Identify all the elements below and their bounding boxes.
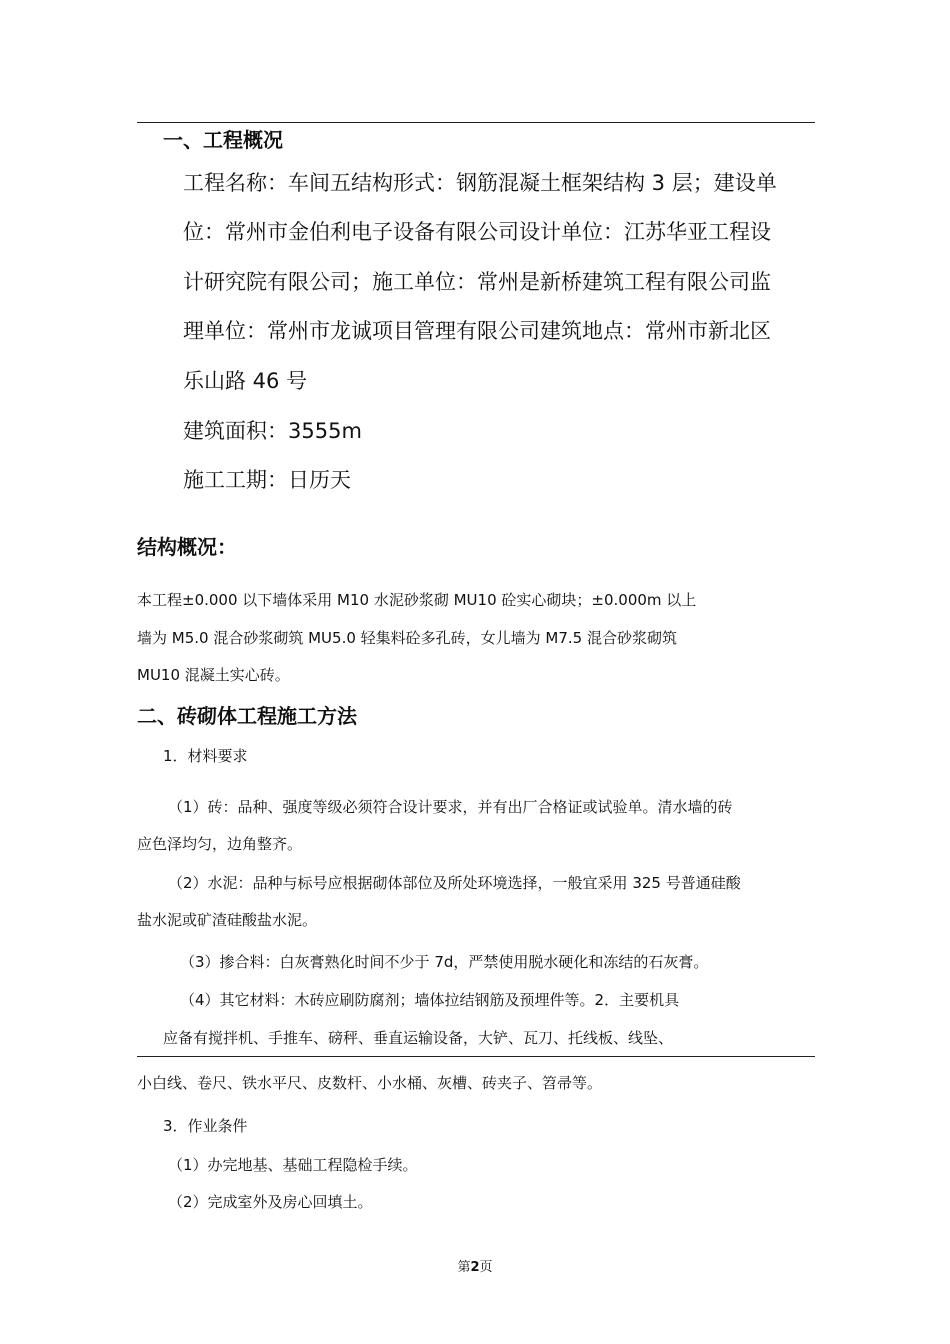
page-break-rule (137, 1056, 815, 1057)
overview-line-3: 计研究院有限公司；施工单位：常州是新桥建筑工程有限公司监 (183, 270, 771, 294)
tools-line-1: 应备有搅拌机、手推车、磅秤、垂直运输设备，大铲、瓦刀、托线板、线坠、 (163, 1029, 674, 1047)
page-suffix: 页 (479, 1260, 493, 1275)
cement-line-1: （2）水泥：品种与标号应根据砌体部位及所处环境选择，一般宜采用 325 号普通硅酸 (168, 874, 741, 892)
materials-title: 1．材料要求 (163, 747, 248, 765)
conditions-title: 3．作业条件 (163, 1117, 248, 1135)
structure-heading: 结构概况： (137, 535, 237, 559)
brick-line-2: 应色泽均匀，边角整齐。 (137, 835, 303, 853)
overview-line-5: 乐山路 46 号 (183, 369, 308, 393)
overview-line-4: 理单位：常州市龙诚项目管理有限公司建筑地点：常州市新北区 (183, 319, 771, 343)
header-rule (137, 122, 815, 123)
section-heading-masonry: 二、砖砌体工程施工方法 (137, 704, 357, 728)
admixture-line: （3）掺合料：白灰膏熟化时间不少于 7d，严禁使用脱水硬化和冻结的石灰膏。 (180, 953, 709, 971)
building-area: 建筑面积：3555m (183, 419, 362, 443)
other-materials-line: （4）其它材料：木砖应刷防腐剂；墙体拉结钢筋及预埋件等。2．主要机具 (180, 991, 680, 1009)
page-prefix: 第 (457, 1260, 471, 1275)
section-heading-overview: 一、工程概况 (163, 128, 283, 152)
construction-period: 施工工期：日历天 (183, 468, 351, 492)
structure-line-1: 本工程±0.000 以下墙体采用 M10 水泥砂浆砌 MU10 砼实心砌块；±0.000m 以上 (137, 591, 697, 609)
structure-line-3: MU10 混凝土实心砖。 (137, 666, 290, 684)
page-number: 2 (470, 1260, 480, 1275)
page-footer (0, 1256, 950, 1275)
condition-2: （2）完成室外及房心回填土。 (168, 1193, 373, 1211)
condition-1: （1）办完地基、基础工程隐检手续。 (168, 1156, 418, 1174)
brick-line-1: （1）砖：品种、强度等级必须符合设计要求，并有出厂合格证或试验单。清水墙的砖 (168, 798, 733, 816)
overview-line-1: 工程名称：车间五结构形式：钢筋混凝土框架结构 3 层；建设单 (183, 171, 777, 195)
tools-line-2: 小白线、卷尺、铁水平尺、皮数杆、小水桶、灰槽、砖夹子、笤帚等。 (137, 1074, 603, 1092)
overview-line-2: 位：常州市金伯利电子设备有限公司设计单位：江苏华亚工程设 (183, 220, 771, 244)
cement-line-2: 盐水泥或矿渣硅酸盐水泥。 (137, 911, 318, 929)
structure-line-2: 墙为 M5.0 混合砂浆砌筑 MU5.0 轻集料砼多孔砖，女儿墙为 M7.5 混合砂浆砌筑 (137, 629, 677, 647)
